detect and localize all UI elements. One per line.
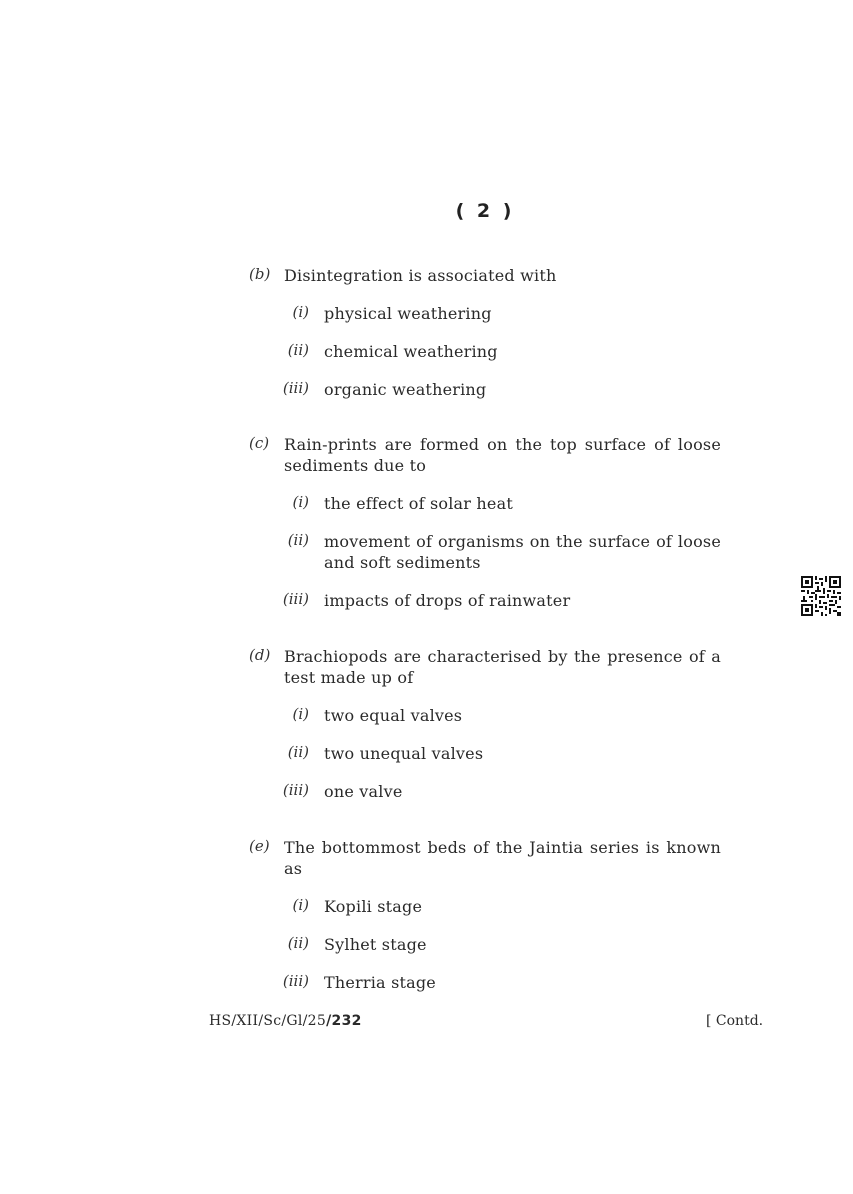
question-label: (e) bbox=[249, 837, 270, 855]
option-text: two unequal valves bbox=[324, 744, 484, 763]
question-b bbox=[249, 265, 721, 400]
option-item bbox=[249, 781, 721, 802]
option-label: (ii) bbox=[287, 934, 309, 952]
question-text: Disintegration is associated with bbox=[284, 266, 557, 285]
contd-label: [ Contd. bbox=[706, 1013, 764, 1029]
option-text: Kopili stage bbox=[324, 897, 423, 916]
option-item bbox=[249, 934, 721, 955]
option-item bbox=[249, 303, 721, 324]
option-text: one valve bbox=[324, 782, 403, 801]
option-label: (iii) bbox=[282, 781, 309, 799]
option-text: two equal valves bbox=[324, 706, 463, 725]
question-text: Brachiopods are characterised by the presence of a test made up of bbox=[284, 647, 721, 687]
option-label: (i) bbox=[292, 303, 309, 321]
option-text: the effect of solar heat bbox=[324, 494, 513, 513]
option-item bbox=[249, 896, 721, 917]
option-item bbox=[249, 379, 721, 400]
option-item bbox=[249, 493, 721, 514]
paper-code-prefix: HS/XII/Sc/Gl/25 bbox=[209, 1013, 327, 1029]
option-label: (iii) bbox=[282, 590, 309, 608]
question-text: The bottommost beds of the Jaintia series is known as bbox=[284, 838, 721, 878]
option-item bbox=[249, 341, 721, 362]
option-label: (i) bbox=[292, 493, 309, 511]
question-e bbox=[249, 837, 721, 993]
option-label: (iii) bbox=[282, 379, 309, 397]
option-label: (ii) bbox=[287, 341, 309, 359]
qr-code-icon bbox=[801, 576, 841, 616]
question-d bbox=[249, 646, 721, 802]
option-label: (i) bbox=[292, 896, 309, 914]
option-text: impacts of drops of rainwater bbox=[324, 591, 571, 610]
option-label: (i) bbox=[292, 705, 309, 723]
question-label: (d) bbox=[249, 646, 271, 664]
option-text: Therria stage bbox=[324, 973, 436, 992]
question-text: Rain-prints are formed on the top surface of loose sediments due to bbox=[284, 435, 721, 475]
option-item bbox=[249, 590, 721, 611]
option-text: organic weathering bbox=[324, 380, 487, 399]
option-item bbox=[249, 705, 721, 726]
option-item bbox=[249, 743, 721, 764]
paper-code bbox=[209, 1013, 362, 1029]
option-label: (iii) bbox=[282, 972, 309, 990]
question-c bbox=[249, 434, 721, 611]
option-label: (ii) bbox=[287, 743, 309, 761]
option-text: chemical weathering bbox=[324, 342, 498, 361]
page-number: ( 2 ) bbox=[455, 200, 515, 222]
paper-code-number: /232 bbox=[326, 1013, 362, 1029]
question-label: (b) bbox=[249, 265, 271, 283]
question-label: (c) bbox=[249, 434, 270, 452]
option-item bbox=[249, 972, 721, 993]
option-text: movement of organisms on the surface of loose and soft sediments bbox=[324, 532, 721, 572]
option-label: (ii) bbox=[287, 531, 309, 549]
option-text: Sylhet stage bbox=[324, 935, 427, 954]
option-text: physical weathering bbox=[324, 304, 492, 323]
option-item bbox=[249, 531, 721, 573]
